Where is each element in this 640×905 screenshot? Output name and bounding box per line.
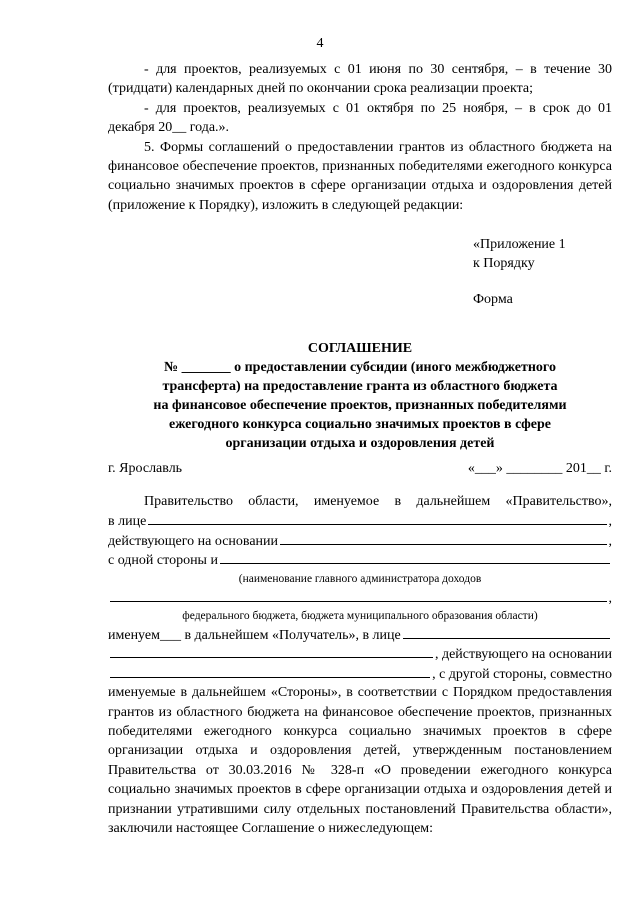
city: г. Ярославль (108, 461, 183, 476)
blank-field[interactable] (110, 664, 430, 678)
title-line: на финансовое обеспечение проектов, признанных победителями (153, 398, 567, 413)
caption-budget: федерального бюджета, бюджета муниципального образования области) (182, 609, 538, 622)
title-line: трансферта) на предоставление гранта из областного бюджета (162, 379, 558, 394)
blank-line: , (108, 588, 612, 607)
basis-line: действующего на основании , (108, 531, 612, 550)
agreement-date: «___» ________ 201__ г. (467, 461, 612, 476)
representative-line: в лице , (108, 511, 612, 530)
blank-field[interactable] (148, 511, 606, 525)
blank-field[interactable] (220, 550, 610, 564)
blank-field[interactable] (110, 588, 607, 602)
field-label: , с другой стороны, совместно (432, 666, 612, 682)
title-line: организации отдыха и оздоровления детей (225, 436, 495, 451)
appendix-order: к Порядку (473, 256, 535, 271)
paragraph-forms: 5. Формы соглашений о предоставлении грантов из областного бюджета на финансовое обеспечение проектов, признанных победителями ежегодного конкурса социально значимых проектов в сфере организации отдыха и оздоровления детей (приложение к Порядку), изложить в следующей редакции: (108, 139, 612, 213)
recipient-basis-line (108, 644, 612, 663)
caption-administrator: (наименование главного администратора доходов (238, 572, 482, 585)
paragraph-june: - для проектов, реализуемых с 01 июня по 30 сентября, – в течение 30 (тридцати) календарных дней по окончании срока реализации проекта; (108, 62, 612, 97)
party-line (108, 550, 612, 569)
other-party-line (108, 664, 612, 683)
title-line: № _______ о предоставлении субсидии (иного межбюджетного (164, 360, 556, 375)
closing-paragraph: именуемые в дальнейшем «Стороны», в соответствии с Порядком предоставления грантов из областного бюджета на финансовое обеспечение проектов, признанных победителями ежегодного конкурса социально значимых проектов в сфере организации отдыха и оздоровления детей, утвержденным постановлением Правительства от 30.03.2016 № 328-п «О проведении ежегодного конкурса социально значимых проектов в сфере организации отдыха и оздоровления детей и признании утратившими силу отдельных постановлений Правительства области», заключили настоящее Соглашение о нижеследующем: (108, 685, 612, 836)
blank-field[interactable] (403, 625, 610, 639)
title-heading: СОГЛАШЕНИЕ (307, 341, 413, 356)
paragraph-october: - для проектов, реализуемых с 01 октября по 25 ноября, – в срок до 01 декабря 20__ года.». (108, 100, 612, 136)
agreement-form (108, 492, 612, 838)
agreement-title (108, 339, 612, 453)
form-label: Форма (473, 292, 513, 307)
blank-field[interactable] (280, 531, 606, 545)
field-label: с одной стороны и (108, 553, 218, 569)
field-label: в лице (108, 514, 147, 530)
field-label: именуем___ в дальнейшем «Получатель», в лице (108, 627, 401, 643)
blank-field[interactable] (110, 644, 433, 658)
title-line: ежегодного конкурса социально значимых проектов в сфере (168, 417, 552, 432)
field-label: , действующего на основании (434, 647, 612, 663)
field-label: действующего на основании (108, 533, 279, 549)
appendix-label: «Приложение 1 (473, 237, 566, 252)
government-line: Правительство области, именуемое в дальнейшем «Правительство», (144, 494, 612, 509)
recipient-line (108, 625, 612, 644)
page-number: 4 (316, 36, 324, 51)
intro-text (108, 60, 612, 215)
